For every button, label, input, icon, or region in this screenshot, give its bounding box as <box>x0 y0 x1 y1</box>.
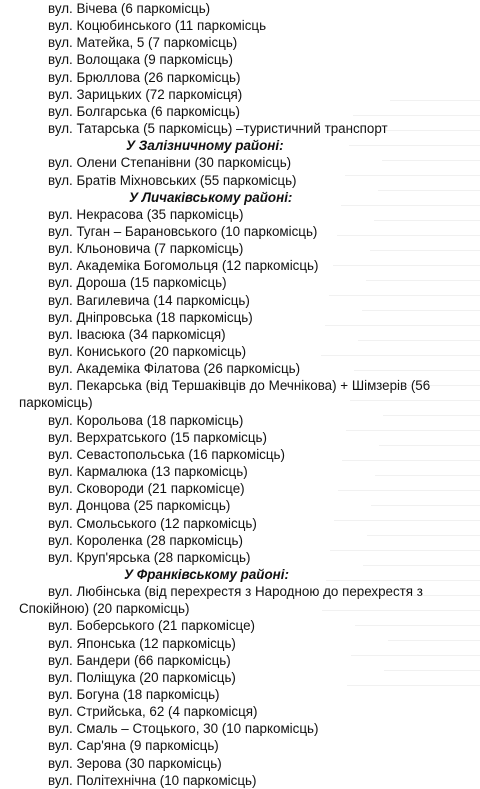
bleed-line <box>333 265 480 266</box>
bleed-line <box>350 400 480 401</box>
street-item: вул. Політехнічна (10 паркомісць) <box>48 772 257 788</box>
bleed-line <box>370 250 480 251</box>
street-item: вул. Поліщука (20 паркомісць) <box>48 669 236 685</box>
bleed-line <box>382 160 480 161</box>
street-item-line2: паркомісць) <box>19 395 93 411</box>
street-item: вул. Круп'ярська (28 паркомісць) <box>48 549 251 565</box>
bleed-line <box>341 205 480 206</box>
street-item: вул. Академіка Богомольця (12 паркомісць) <box>48 258 319 274</box>
bleed-line <box>386 130 480 131</box>
bleed-line <box>338 490 480 491</box>
bleed-line <box>355 625 480 626</box>
street-item: вул. Боберського (21 паркомісце) <box>48 618 255 634</box>
street-item: вул. Братів Міхновських (55 паркомісць) <box>48 172 297 188</box>
street-item: вул. Брюллова (26 паркомісць) <box>48 69 241 85</box>
bleed-line <box>330 550 480 551</box>
street-item: вул. Смаль – Стоцького, 30 (10 паркомісць) <box>48 721 319 737</box>
bleed-line <box>366 280 480 281</box>
street-item: вул. Болгарська (6 паркомісць) <box>48 103 240 119</box>
bleed-line <box>326 580 480 581</box>
bleed-line <box>337 235 480 236</box>
bleed-line <box>383 415 480 416</box>
street-item: вул. Татарська (5 паркомісць) –туристичний транспорт <box>48 121 388 137</box>
street-item: вул. Короленка (28 паркомісць) <box>48 532 243 548</box>
street-item: вул. Донцова (25 паркомісць) <box>48 498 231 514</box>
district-heading: У Залізничному районі: <box>126 138 284 154</box>
street-item: вул. Японська (12 паркомісць) <box>48 635 236 651</box>
bleed-line <box>334 520 480 521</box>
street-item-line2: Спокійною) (20 паркомісць) <box>19 601 190 617</box>
street-item-line1: вул. Любінська (від перехрестя з Народною до перехрестя з <box>48 584 423 600</box>
street-item: вул. Бандери (66 паркомісць) <box>48 652 231 668</box>
bleed-line <box>349 145 480 146</box>
street-item: вул. Верхратського (15 паркомісць) <box>48 429 267 445</box>
district-heading: У Личаківському районі: <box>129 189 293 205</box>
bleed-line <box>371 505 480 506</box>
street-item: вул. Смольського (12 паркомісць) <box>48 515 257 531</box>
bleed-line <box>322 610 480 611</box>
street-item: вул. Корольова (18 паркомісць) <box>48 412 244 428</box>
bleed-line <box>325 325 480 326</box>
bleed-line <box>379 445 480 446</box>
street-item: вул. Вічева (6 паркомісць) <box>48 1 211 16</box>
bleed-line <box>353 115 480 116</box>
street-item: вул. Івасюка (34 паркомісця) <box>48 326 226 342</box>
bleed-line <box>375 475 480 476</box>
bleed-line <box>346 430 480 431</box>
bleed-line <box>384 670 480 671</box>
street-item: вул. Академіка Філатова (26 паркомісць) <box>48 361 301 377</box>
street-item-line1: вул. Пекарська (від Тершаківців до Мечнікова) + Шімзерів (56 <box>48 378 431 394</box>
street-item: вул. Стрийська, 62 (4 паркомісця) <box>48 704 258 720</box>
street-item: вул. Сар'яна (9 паркомісць) <box>48 738 219 754</box>
street-item: вул. Матейка, 5 (7 паркомісць) <box>48 35 238 51</box>
street-item: вул. Кониського (20 паркомісць) <box>48 344 247 359</box>
bleed-line <box>367 535 480 536</box>
bleed-line <box>329 295 480 296</box>
district-heading: У Франківському районі: <box>124 566 289 582</box>
bleed-line <box>359 595 480 596</box>
bleed-line <box>387 385 480 386</box>
street-item: вул. Дороша (15 паркомісць) <box>48 275 227 291</box>
street-item: вул. Зерова (30 паркомісць) <box>48 755 222 771</box>
street-item: вул. Дніпровська (18 паркомісць) <box>48 309 253 325</box>
bleed-line <box>321 355 480 356</box>
street-item: вул. Олени Степанівни (30 паркомісць) <box>48 155 292 171</box>
street-item: вул. Некрасова (35 паркомісць) <box>48 206 244 222</box>
street-item: вул. Кармалюка (13 паркомісць) <box>48 464 248 480</box>
street-item: вул. Кльоновича (7 паркомісць) <box>48 241 244 257</box>
bleed-line <box>358 340 480 341</box>
bleed-line <box>345 175 480 176</box>
street-item: вул. Сковороди (21 паркомісце) <box>48 481 245 497</box>
street-item: вул. Туган – Барановського (10 паркомісць) <box>48 223 318 239</box>
street-item: вул. Коцюбинського (11 паркомісць <box>48 18 267 34</box>
bleed-line <box>354 370 480 371</box>
street-item: вул. Волощака (9 паркомісць) <box>48 52 233 68</box>
street-item: вул. Богуна (18 паркомісць) <box>48 687 220 702</box>
street-item: вул. Вагилевича (14 паркомісць) <box>48 292 250 308</box>
street-item: вул. Зарицьких (72 паркомісця) <box>48 86 243 102</box>
bleed-line <box>342 460 480 461</box>
street-item: вул. Севастопольська (16 паркомісць) <box>48 446 285 462</box>
bleed-line <box>351 655 480 656</box>
bleed-line <box>388 640 480 641</box>
bleed-line <box>374 220 480 221</box>
bleed-line <box>362 310 480 311</box>
bleed-line <box>390 100 480 101</box>
bleed-line <box>363 565 480 566</box>
bleed-line <box>378 190 480 191</box>
bleed-line <box>347 685 480 686</box>
